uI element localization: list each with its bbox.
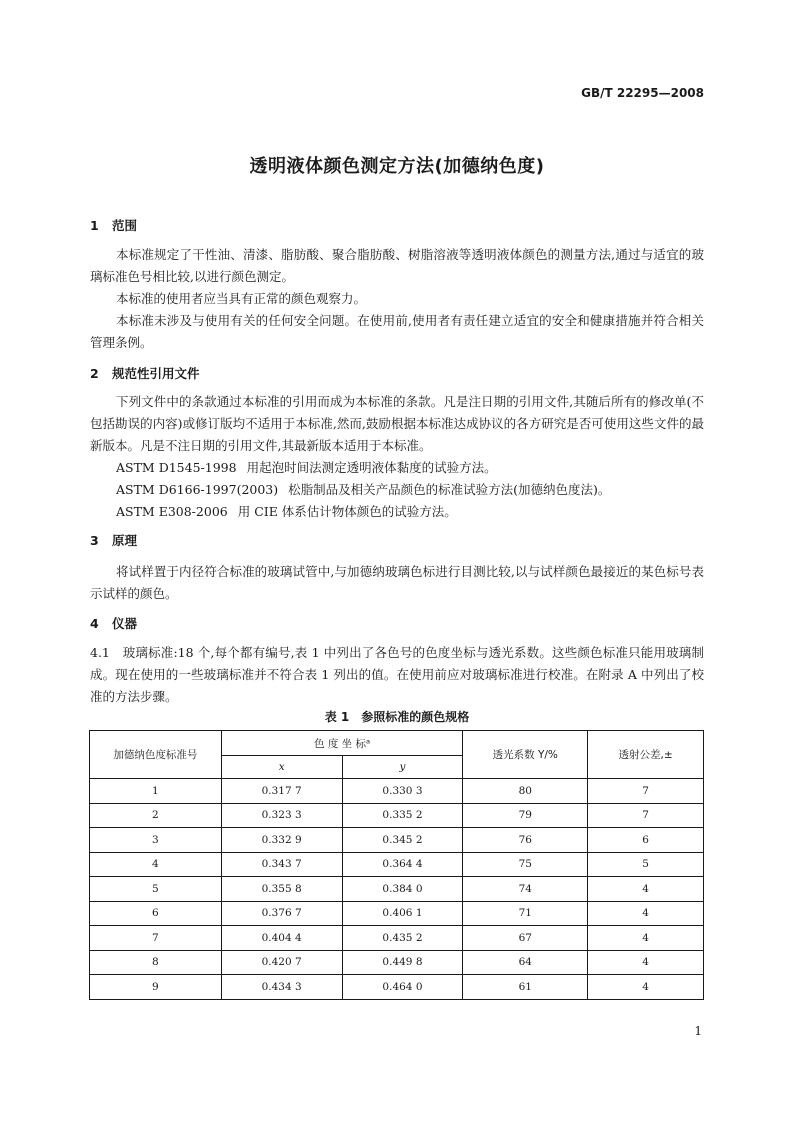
cell-no: 6 xyxy=(90,901,222,926)
section-scope-body xyxy=(90,244,704,354)
paragraph: 将试样置于内径符合标准的玻璃试管中,与加德纳玻璃色标进行目测比较,以与试样颜色最接近的某色标号表示试样的颜色。 xyxy=(90,564,704,601)
section-heading xyxy=(90,364,704,382)
section-principle-body xyxy=(90,561,704,605)
table-row xyxy=(90,901,704,926)
cell-transmittance: 79 xyxy=(463,803,588,828)
table-caption: 表 1 参照标准的颜色规格 xyxy=(324,710,470,724)
reference-code: ASTM E308-2006 xyxy=(116,504,228,519)
reference-text: 用 CIE 体系估计物体颜色的试验方法。 xyxy=(237,504,457,519)
cell-transmittance: 74 xyxy=(463,877,588,902)
cell-transmittance: 75 xyxy=(463,852,588,877)
header-y: y xyxy=(342,756,463,779)
header-tolerance: 透射公差,± xyxy=(588,731,704,779)
cell-y: 0.345 2 xyxy=(342,828,463,853)
section-normative-references-body xyxy=(90,391,704,523)
cell-x: 0.420 7 xyxy=(221,950,342,975)
section-number: 1 xyxy=(90,218,99,233)
cell-x: 0.317 7 xyxy=(221,779,342,804)
paragraph: 本标准规定了干性油、清漆、脂肪酸、聚合脂肪酸、树脂溶液等透明液体颜色的测量方法,通过与适宜的玻璃标准色号相比较,以进行颜色测定。 xyxy=(90,247,704,284)
cell-transmittance: 71 xyxy=(463,901,588,926)
section-heading xyxy=(90,216,704,234)
table-row xyxy=(90,975,704,1000)
reference-text: 松脂制品及相关产品颜色的标准试验方法(加德纳色度法)。 xyxy=(288,482,611,497)
cell-tolerance: 4 xyxy=(588,926,704,951)
table-row xyxy=(90,852,704,877)
section-apparatus xyxy=(90,614,704,632)
cell-no: 7 xyxy=(90,926,222,951)
cell-x: 0.323 3 xyxy=(221,803,342,828)
reference-item xyxy=(90,479,704,501)
cell-y: 0.384 0 xyxy=(342,877,463,902)
cell-no: 2 xyxy=(90,803,222,828)
cell-y: 0.330 3 xyxy=(342,779,463,804)
paragraph: 4.1 玻璃标准:18 个,每个都有编号,表 1 中列出了各色号的色度坐标与透光系数。这些颜色标准只能用玻璃制成。现在使用的一些玻璃标准并不符合表 1 列出的值。在使用前应对玻璃标准进行校准。在附录 A 中列出了校准的方法步骤。 xyxy=(90,645,704,704)
table-row xyxy=(90,926,704,951)
reference-item xyxy=(90,457,704,479)
header-transmittance: 透光系数 Y/% xyxy=(463,731,588,779)
cell-x: 0.343 7 xyxy=(221,852,342,877)
reference-code: ASTM D6166-1997(2003) xyxy=(116,482,279,497)
cell-tolerance: 7 xyxy=(588,803,704,828)
cell-transmittance: 61 xyxy=(463,975,588,1000)
section-apparatus-body xyxy=(90,642,704,708)
paragraph: 下列文件中的条款通过本标准的引用而成为本标准的条款。凡是注日期的引用文件,其随后所有的修改单(不包括勘误的内容)或修订版均不适用于本标准,然而,鼓励根据本标准达成协议的各方研究是否可使用这些文件的最新版本。凡是不注日期的引用文件,其最新版本适用于本标准。 xyxy=(90,394,704,453)
cell-tolerance: 4 xyxy=(588,950,704,975)
table-row xyxy=(90,828,704,853)
cell-no: 8 xyxy=(90,950,222,975)
cell-transmittance: 80 xyxy=(463,779,588,804)
cell-y: 0.335 2 xyxy=(342,803,463,828)
table-row xyxy=(90,950,704,975)
cell-no: 9 xyxy=(90,975,222,1000)
reference-code: ASTM D1545-1998 xyxy=(116,460,237,475)
page-number: 1 xyxy=(694,1024,702,1038)
table-row xyxy=(90,877,704,902)
document-title: 透明液体颜色测定方法(加德纳色度) xyxy=(249,156,545,177)
reference-text: 用起泡时间法测定透明液体黏度的试验方法。 xyxy=(246,460,497,475)
cell-no: 3 xyxy=(90,828,222,853)
paragraph: 本标准未涉及与使用有关的任何安全问题。在使用前,使用者有责任建立适宜的安全和健康措施并符合相关管理条例。 xyxy=(90,313,704,350)
cell-tolerance: 4 xyxy=(588,877,704,902)
cell-x: 0.404 4 xyxy=(221,926,342,951)
cell-x: 0.355 8 xyxy=(221,877,342,902)
cell-y: 0.364 4 xyxy=(342,852,463,877)
cell-x: 0.332 9 xyxy=(221,828,342,853)
cell-transmittance: 67 xyxy=(463,926,588,951)
section-title: 规范性引用文件 xyxy=(112,366,200,381)
table-row xyxy=(90,779,704,804)
section-title: 仪器 xyxy=(112,616,138,631)
cell-no: 5 xyxy=(90,877,222,902)
cell-tolerance: 6 xyxy=(588,828,704,853)
section-number: 2 xyxy=(90,366,99,381)
standard-number: GB/T 22295—2008 xyxy=(581,86,704,100)
section-heading xyxy=(90,531,704,549)
section-principle xyxy=(90,531,704,549)
header-x: x xyxy=(221,756,342,779)
cell-tolerance: 4 xyxy=(588,975,704,1000)
cell-no: 1 xyxy=(90,779,222,804)
cell-tolerance: 4 xyxy=(588,901,704,926)
color-spec-table xyxy=(89,730,704,1000)
section-number: 4 xyxy=(90,616,99,631)
cell-x: 0.376 7 xyxy=(221,901,342,926)
section-title: 范围 xyxy=(112,218,138,233)
cell-no: 4 xyxy=(90,852,222,877)
reference-item xyxy=(90,501,704,523)
cell-y: 0.435 2 xyxy=(342,926,463,951)
cell-y: 0.406 1 xyxy=(342,901,463,926)
cell-y: 0.449 8 xyxy=(342,950,463,975)
cell-transmittance: 76 xyxy=(463,828,588,853)
cell-tolerance: 5 xyxy=(588,852,704,877)
section-title: 原理 xyxy=(112,533,138,548)
cell-y: 0.464 0 xyxy=(342,975,463,1000)
section-normative-references xyxy=(90,364,704,382)
header-gardner-no: 加德纳色度标准号 xyxy=(90,731,222,779)
cell-transmittance: 64 xyxy=(463,950,588,975)
section-number: 3 xyxy=(90,533,99,548)
section-scope xyxy=(90,216,704,234)
paragraph: 本标准的使用者应当具有正常的颜色观察力。 xyxy=(116,291,367,306)
cell-x: 0.434 3 xyxy=(221,975,342,1000)
header-chromaticity: 色 度 坐 标ᵃ xyxy=(221,731,463,756)
table-row xyxy=(90,803,704,828)
section-heading xyxy=(90,614,704,632)
cell-tolerance: 7 xyxy=(588,779,704,804)
